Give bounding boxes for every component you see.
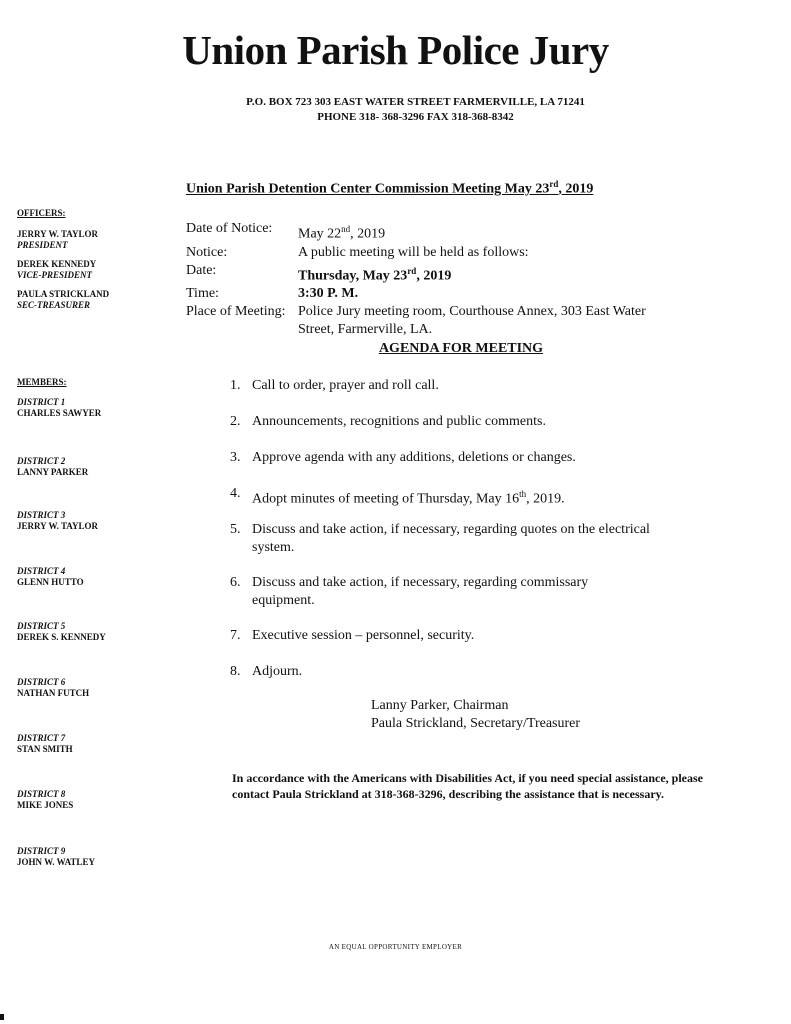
members-roster xyxy=(17,377,177,388)
date-of-notice-value: May 22nd, 2019 xyxy=(298,224,386,242)
member-entry xyxy=(17,733,177,755)
agenda-item-number: 8. xyxy=(230,664,241,679)
agenda-item xyxy=(230,485,710,509)
agenda-item xyxy=(230,377,710,395)
officer-name: JERRY W. TAYLOR xyxy=(17,229,98,239)
agenda-item-number: 4. xyxy=(230,486,241,501)
agenda-item-line: equipment. xyxy=(252,593,315,608)
officer-entry xyxy=(17,229,177,251)
agenda-item-text xyxy=(244,521,650,557)
notice-row xyxy=(186,303,738,321)
member-entry xyxy=(17,621,177,643)
officer-entry xyxy=(17,259,177,281)
agenda-item-line: Discuss and take action, if necessary, regarding commissary xyxy=(252,575,589,590)
member-entry xyxy=(17,846,177,868)
agenda-item-text: Approve agenda with any additions, deletions or changes. xyxy=(252,450,576,465)
officer-name: PAULA STRICKLAND xyxy=(17,289,110,299)
agenda-item-number: 2. xyxy=(230,414,241,429)
notice-row xyxy=(186,262,738,286)
agenda-item xyxy=(230,413,710,431)
member-entry xyxy=(17,566,177,588)
agenda-title: AGENDA FOR MEETING xyxy=(378,341,544,356)
notice-row xyxy=(186,321,738,339)
member-district: DISTRICT 7 xyxy=(17,733,66,743)
member-name: CHARLES SAWYER xyxy=(17,408,102,418)
agenda-item xyxy=(230,449,710,467)
agenda-item xyxy=(230,574,710,610)
place-value-line: Street, Farmerville, LA. xyxy=(298,322,433,338)
contact-line: PHONE 318- 368-3296 FAX 318-368-8342 xyxy=(317,111,514,123)
scan-mark xyxy=(0,1014,4,1020)
address-line: P.O. BOX 723 303 EAST WATER STREET FARMERVILLE, LA 71241 xyxy=(246,96,585,108)
place-label-spacer xyxy=(186,321,298,339)
agenda-item-number: 6. xyxy=(230,575,241,590)
agenda-item-text: Adjourn. xyxy=(252,664,303,679)
member-entry xyxy=(17,397,177,419)
notice-value: A public meeting will be held as follows: xyxy=(298,244,529,260)
meeting-notice xyxy=(186,220,738,339)
member-district: DISTRICT 9 xyxy=(17,846,66,856)
member-entry xyxy=(17,789,177,811)
agenda-item xyxy=(230,521,710,557)
member-district: DISTRICT 4 xyxy=(17,566,66,576)
notice-label: Notice: xyxy=(186,244,228,260)
agenda-item-text: Adopt minutes of meeting of Thursday, May 16th, 2019. xyxy=(252,489,565,507)
member-district: DISTRICT 1 xyxy=(17,397,66,407)
agenda-item-number: 5. xyxy=(230,522,241,537)
member-name: DEREK S. KENNEDY xyxy=(17,632,106,642)
member-name: JOHN W. WATLEY xyxy=(17,857,95,867)
signature-block xyxy=(371,697,580,733)
agenda-item-line: system. xyxy=(252,540,295,555)
agenda-item-text: Call to order, prayer and roll call. xyxy=(252,378,439,393)
agenda-item-text: Executive session – personnel, security. xyxy=(252,628,475,643)
signer-secretary: Paula Strickland, Secretary/Treasurer xyxy=(371,716,581,731)
member-district: DISTRICT 5 xyxy=(17,621,66,631)
sidebar-roster xyxy=(17,208,177,311)
place-value-line: Police Jury meeting room, Courthouse Annex, 303 East Water xyxy=(298,304,646,320)
date-value: Thursday, May 23rd, 2019 xyxy=(298,265,452,284)
member-name: LANNY PARKER xyxy=(17,467,89,477)
member-entry xyxy=(17,510,177,532)
officer-role: PRESIDENT xyxy=(17,240,68,250)
notice-row xyxy=(186,285,738,303)
agenda-item xyxy=(230,663,710,681)
member-entry xyxy=(17,456,177,478)
date-of-notice-label: Date of Notice: xyxy=(186,221,273,236)
officers-heading: OFFICERS: xyxy=(17,208,66,218)
date-label: Date: xyxy=(186,262,217,278)
officer-entry xyxy=(17,289,177,311)
time-label: Time: xyxy=(186,286,219,302)
agenda-item-text: Announcements, recognitions and public comments. xyxy=(252,414,546,429)
org-title: Union Parish Police Jury xyxy=(182,27,609,73)
member-district: DISTRICT 8 xyxy=(17,789,66,799)
member-name: GLENN HUTTO xyxy=(17,577,84,587)
member-district: DISTRICT 3 xyxy=(17,510,66,520)
notice-row xyxy=(186,220,738,244)
member-district: DISTRICT 2 xyxy=(17,456,66,466)
member-name: STAN SMITH xyxy=(17,744,73,754)
officer-role: SEC-TREASURER xyxy=(17,300,91,310)
agenda-item-number: 7. xyxy=(230,628,241,643)
member-district: DISTRICT 6 xyxy=(17,677,66,687)
signer-chairman: Lanny Parker, Chairman xyxy=(371,698,509,713)
place-value xyxy=(298,303,738,321)
officer-name: DEREK KENNEDY xyxy=(17,259,97,269)
member-entry xyxy=(17,677,177,699)
members-heading: MEMBERS: xyxy=(17,377,67,387)
meeting-title: Union Parish Detention Center Commission Meeting May 23rd, 2019 xyxy=(186,179,594,197)
agenda-item-line: Discuss and take action, if necessary, regarding quotes on the electrical xyxy=(252,522,650,537)
ada-notice: In accordance with the Americans with Disabilities Act, if you need special assistance, please contact Paula Strickland at 318-368-3296, describing the assistance that is necessary. xyxy=(232,771,703,801)
agenda-item-number: 3. xyxy=(230,450,241,465)
time-value: 3:30 P. M. xyxy=(298,286,359,302)
agenda-item-number: 1. xyxy=(230,378,241,393)
member-name: JERRY W. TAYLOR xyxy=(17,521,98,531)
member-name: MIKE JONES xyxy=(17,800,74,810)
agenda-item xyxy=(230,627,710,645)
footer-eoe: AN EQUAL OPPORTUNITY EMPLOYER xyxy=(328,943,463,951)
place-label: Place of Meeting: xyxy=(186,304,286,320)
agenda-item-text xyxy=(244,574,588,610)
notice-row xyxy=(186,244,738,262)
officer-role: VICE-PRESIDENT xyxy=(17,270,93,280)
member-name: NATHAN FUTCH xyxy=(17,688,90,698)
